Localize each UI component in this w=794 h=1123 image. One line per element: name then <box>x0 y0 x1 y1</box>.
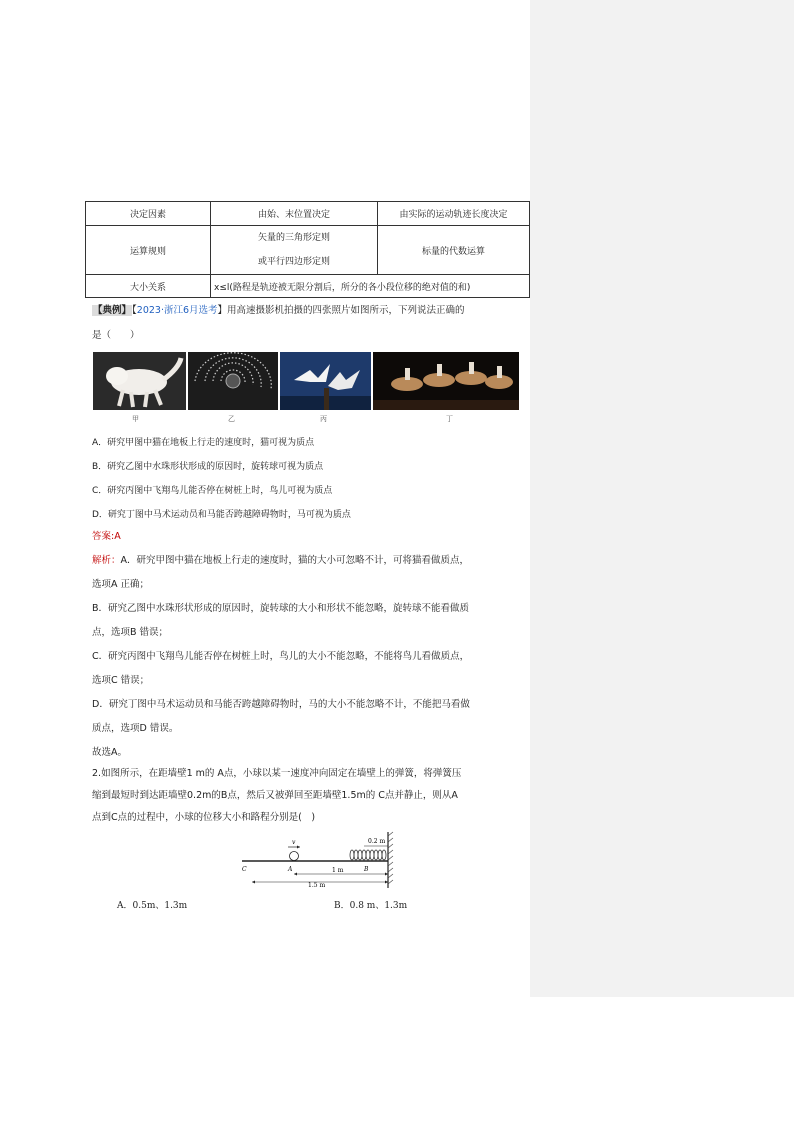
question-2-line: 2.如图所示，在距墙壁1 m的 A点，小球以某一速度冲向固定在墙壁上的弹簧，将弹簧压 <box>92 768 462 779</box>
table-cell: 大小关系 <box>86 275 211 298</box>
horse-jump-photo <box>373 352 519 410</box>
table-row <box>86 226 530 275</box>
analysis-line: C．研究丙图中飞翔鸟儿能否停在树桩上时，鸟儿的大小不能忽略，不能将鸟儿看做质点， <box>92 651 470 662</box>
analysis-line: 选项C 错误； <box>92 675 150 686</box>
analysis-text: A．研究甲图中猫在地板上行走的速度时，猫的大小可忽略不计，可将猫看做质点， <box>120 555 470 566</box>
point-c-label: C <box>242 866 247 873</box>
cell-line: 矢量的三角形定则 <box>257 233 330 243</box>
analysis-line <box>92 555 528 567</box>
point-b-label: B <box>364 866 369 873</box>
q2-option-a: A．0.5m、1.3m <box>117 901 188 911</box>
photo-strip <box>93 352 519 412</box>
dist-0.2-label: 0.2 m <box>368 838 386 845</box>
source-bracket-close: 】 <box>217 305 228 316</box>
question-text: 用高速摄影机拍摄的四张照片如图所示，下列说法正确的 <box>227 305 465 316</box>
spinning-ball-photo <box>188 352 278 410</box>
analysis-line: 点，选项B 错误； <box>92 627 169 638</box>
cat-photo <box>93 352 186 410</box>
table-cell: 决定因素 <box>86 202 211 226</box>
dist-1.5-label: 1.5 m <box>308 882 326 889</box>
answer-value: A <box>114 531 121 542</box>
photo-caption: 丁 <box>446 415 453 423</box>
answer-label: 答案: <box>92 531 115 542</box>
point-a-label: A <box>288 866 293 873</box>
velocity-label: v <box>292 839 296 846</box>
table-cell: x≤l(路程是轨迹被无限分割后，所分的各小段位移的绝对值的和) <box>211 275 530 298</box>
comment-sidebar <box>530 0 794 997</box>
question-text-line2: 是（ ） <box>92 330 140 341</box>
photo-caption: 乙 <box>228 415 235 423</box>
option-c: C．研究丙图中飞翔鸟儿能否停在树桩上时，鸟儿可视为质点 <box>92 486 333 496</box>
analysis-line: 质点，选项D 错误。 <box>92 723 179 734</box>
birds-photo <box>280 352 371 410</box>
comparison-table <box>85 201 530 298</box>
photo-caption: 甲 <box>132 415 139 423</box>
example-tag: 【典例】 <box>93 305 132 316</box>
q2-option-b: B．0.8 m、1.3m <box>334 901 408 911</box>
conclusion: 故选A。 <box>92 747 127 758</box>
table-cell: 标量的代数运算 <box>378 226 530 275</box>
answer-line <box>92 531 528 543</box>
photo-caption: 丙 <box>320 415 327 423</box>
table-cell <box>211 226 378 275</box>
analysis-line: D．研究丁图中马术运动员和马能否跨越障碍物时，马的大小不能忽略不计，不能把马看做 <box>92 699 470 710</box>
option-b: B．研究乙图中水珠形状形成的原因时，旋转球可视为质点 <box>92 462 324 472</box>
table-cell: 由实际的运动轨迹长度决定 <box>378 202 530 226</box>
analysis-label: 解析： <box>92 555 121 566</box>
option-a: A．研究甲图中猫在地板上行走的速度时，猫可视为质点 <box>92 438 315 448</box>
question-2-line: 缩到最短时到达距墙壁0.2m的B点，然后又被弹回至距墙壁1.5m的 C点并静止，则从A <box>92 790 458 801</box>
table-cell: 由始、末位置决定 <box>211 202 378 226</box>
option-d: D．研究丁图中马术运动员和马能否跨越障碍物时，马可视为质点 <box>92 510 351 520</box>
table-row <box>86 275 530 298</box>
source-bracket-open: 【 <box>132 305 137 316</box>
table-row <box>86 202 530 226</box>
exam-source: 2023·浙江6月选考 <box>136 305 218 316</box>
question-2-line: 点到C点的过程中，小球的位移大小和路程分别是( ) <box>92 812 316 823</box>
dist-1-label: 1 m <box>332 867 344 874</box>
cell-line: 或平行四边形定则 <box>257 257 330 267</box>
table-cell: 运算规则 <box>86 226 211 275</box>
spring-diagram <box>238 830 408 890</box>
analysis-line: B．研究乙图中水珠形状形成的原因时，旋转球的大小和形状不能忽略，旋转球不能看做质 <box>92 603 470 614</box>
example-question <box>92 305 528 317</box>
analysis-line: 选项A 正确； <box>92 579 150 590</box>
